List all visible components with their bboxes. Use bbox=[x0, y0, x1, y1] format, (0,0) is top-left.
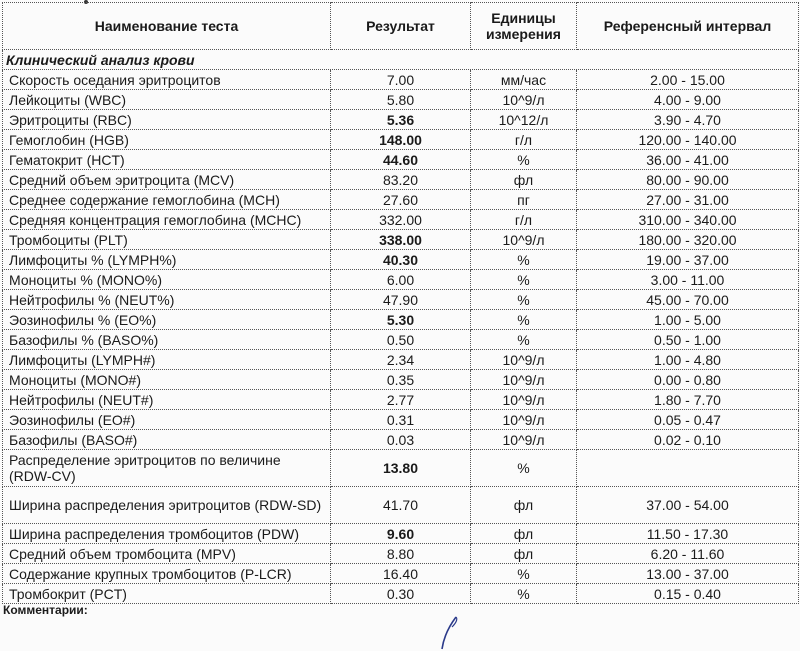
test-name-cell: Средний объем эритроцита (MCV) bbox=[3, 170, 331, 190]
unit-cell: % bbox=[471, 330, 577, 350]
table-row bbox=[3, 410, 799, 430]
unit-cell: фл bbox=[471, 487, 577, 524]
test-name-cell: Тромбокрит (PCT) bbox=[3, 584, 331, 604]
reference-cell: 310.00 - 340.00 bbox=[577, 210, 799, 230]
table-row bbox=[3, 330, 799, 350]
reference-cell: 37.00 - 54.00 bbox=[577, 487, 799, 524]
test-name-cell: Содержание крупных тромбоцитов (P-LCR) bbox=[3, 564, 331, 584]
table-row bbox=[3, 487, 799, 524]
result-cell: 16.40 bbox=[331, 564, 471, 584]
table-row bbox=[3, 110, 799, 130]
table-row bbox=[3, 450, 799, 487]
test-name-cell: Базофилы % (BASO%) bbox=[3, 330, 331, 350]
unit-cell: 10^9/л bbox=[471, 410, 577, 430]
header-result: Результат bbox=[331, 3, 471, 50]
section-row bbox=[3, 50, 799, 70]
reference-cell: 13.00 - 37.00 bbox=[577, 564, 799, 584]
table-row bbox=[3, 350, 799, 370]
reference-cell: 0.15 - 0.40 bbox=[577, 584, 799, 604]
results-table bbox=[2, 2, 799, 604]
result-cell: 8.80 bbox=[331, 544, 471, 564]
test-name-cell: Гематокрит (HCT) bbox=[3, 150, 331, 170]
table-row bbox=[3, 70, 799, 90]
result-cell: 7.00 bbox=[331, 70, 471, 90]
test-name-cell: Скорость оседания эритроцитов bbox=[3, 70, 331, 90]
unit-cell: % bbox=[471, 310, 577, 330]
reference-cell: 11.50 - 17.30 bbox=[577, 524, 799, 544]
result-cell: 13.80 bbox=[331, 450, 471, 487]
unit-cell: % bbox=[471, 290, 577, 310]
section-title: Клинический анализ крови bbox=[3, 50, 799, 70]
table-row bbox=[3, 544, 799, 564]
table-row bbox=[3, 584, 799, 604]
reference-cell: 0.05 - 0.47 bbox=[577, 410, 799, 430]
result-cell: 5.30 bbox=[331, 310, 471, 330]
result-cell: 148.00 bbox=[331, 130, 471, 150]
unit-cell: 10^9/л bbox=[471, 370, 577, 390]
unit-cell: % bbox=[471, 450, 577, 487]
result-cell: 27.60 bbox=[331, 190, 471, 210]
unit-cell: 10^12/л bbox=[471, 110, 577, 130]
unit-cell: 10^9/л bbox=[471, 350, 577, 370]
unit-cell: 10^9/л bbox=[471, 430, 577, 450]
test-name-cell: Средний объем тромбоцита (MPV) bbox=[3, 544, 331, 564]
table-row bbox=[3, 390, 799, 410]
result-cell: 40.30 bbox=[331, 250, 471, 270]
unit-cell: г/л bbox=[471, 210, 577, 230]
result-cell: 0.50 bbox=[331, 330, 471, 350]
unit-cell: 10^9/л bbox=[471, 390, 577, 410]
table-row bbox=[3, 250, 799, 270]
unit-cell: фл bbox=[471, 524, 577, 544]
table-header-row bbox=[3, 3, 799, 50]
header-units: Единицы измерения bbox=[471, 3, 577, 50]
reference-cell: 19.00 - 37.00 bbox=[577, 250, 799, 270]
table-row bbox=[3, 150, 799, 170]
table-row bbox=[3, 564, 799, 584]
result-cell: 9.60 bbox=[331, 524, 471, 544]
unit-cell: % bbox=[471, 250, 577, 270]
result-cell: 332.00 bbox=[331, 210, 471, 230]
result-cell: 5.36 bbox=[331, 110, 471, 130]
test-name-cell: Распределение эритроцитов по величине (RDW-CV) bbox=[3, 450, 331, 487]
unit-cell: фл bbox=[471, 544, 577, 564]
reference-cell: 1.80 - 7.70 bbox=[577, 390, 799, 410]
test-name-cell: Лейкоциты (WBC) bbox=[3, 90, 331, 110]
table-row bbox=[3, 210, 799, 230]
table-row bbox=[3, 524, 799, 544]
table-row bbox=[3, 90, 799, 110]
table-row bbox=[3, 430, 799, 450]
test-name-cell: Средняя концентрация гемоглобина (MCHC) bbox=[3, 210, 331, 230]
unit-cell: % bbox=[471, 584, 577, 604]
test-name-cell: Тромбоциты (PLT) bbox=[3, 230, 331, 250]
test-name-cell: Лимфоциты (LYMPH#) bbox=[3, 350, 331, 370]
result-cell: 0.03 bbox=[331, 430, 471, 450]
table-row bbox=[3, 170, 799, 190]
unit-cell: 10^9/л bbox=[471, 230, 577, 250]
test-name-cell: Нейтрофилы (NEUT#) bbox=[3, 390, 331, 410]
reference-cell: 45.00 - 70.00 bbox=[577, 290, 799, 310]
result-cell: 83.20 bbox=[331, 170, 471, 190]
test-name-cell: Ширина распределения тромбоцитов (PDW) bbox=[3, 524, 331, 544]
reference-cell: 3.00 - 11.00 bbox=[577, 270, 799, 290]
unit-cell: мм/час bbox=[471, 70, 577, 90]
result-cell: 0.35 bbox=[331, 370, 471, 390]
unit-cell: 10^9/л bbox=[471, 90, 577, 110]
test-name-cell: Ширина распределения эритроцитов (RDW-SD) bbox=[3, 487, 331, 524]
unit-cell: фл bbox=[471, 170, 577, 190]
result-cell: 2.77 bbox=[331, 390, 471, 410]
result-cell: 0.30 bbox=[331, 584, 471, 604]
reference-cell: 1.00 - 4.80 bbox=[577, 350, 799, 370]
table-row bbox=[3, 290, 799, 310]
result-cell: 338.00 bbox=[331, 230, 471, 250]
signature-mark bbox=[430, 615, 470, 651]
test-name-cell: Базофилы (BASO#) bbox=[3, 430, 331, 450]
comments-label: Комментарии: bbox=[3, 603, 88, 617]
table-row bbox=[3, 190, 799, 210]
table-row bbox=[3, 310, 799, 330]
result-cell: 47.90 bbox=[331, 290, 471, 310]
reference-cell: 2.00 - 15.00 bbox=[577, 70, 799, 90]
reference-cell: 3.90 - 4.70 bbox=[577, 110, 799, 130]
reference-cell: 0.00 - 0.80 bbox=[577, 370, 799, 390]
reference-cell bbox=[577, 450, 799, 487]
test-name-cell: Эритроциты (RBC) bbox=[3, 110, 331, 130]
table-row bbox=[3, 130, 799, 150]
test-name-cell: Моноциты % (MONO%) bbox=[3, 270, 331, 290]
header-reference: Референсный интервал bbox=[577, 3, 799, 50]
table-row bbox=[3, 230, 799, 250]
result-cell: 44.60 bbox=[331, 150, 471, 170]
unit-cell: % bbox=[471, 270, 577, 290]
result-cell: 2.34 bbox=[331, 350, 471, 370]
reference-cell: 80.00 - 90.00 bbox=[577, 170, 799, 190]
unit-cell: г/л bbox=[471, 130, 577, 150]
result-cell: 6.00 bbox=[331, 270, 471, 290]
reference-cell: 120.00 - 140.00 bbox=[577, 130, 799, 150]
reference-cell: 0.50 - 1.00 bbox=[577, 330, 799, 350]
test-name-cell: Гемоглобин (HGB) bbox=[3, 130, 331, 150]
table-row bbox=[3, 370, 799, 390]
unit-cell: % bbox=[471, 564, 577, 584]
reference-cell: 180.00 - 320.00 bbox=[577, 230, 799, 250]
reference-cell: 4.00 - 9.00 bbox=[577, 90, 799, 110]
test-name-cell: Нейтрофилы % (NEUT%) bbox=[3, 290, 331, 310]
reference-cell: 0.02 - 0.10 bbox=[577, 430, 799, 450]
test-name-cell: Эозинофилы % (EO%) bbox=[3, 310, 331, 330]
test-name-cell: Лимфоциты % (LYMPH%) bbox=[3, 250, 331, 270]
reference-cell: 1.00 - 5.00 bbox=[577, 310, 799, 330]
test-name-cell: Эозинофилы (EO#) bbox=[3, 410, 331, 430]
reference-cell: 27.00 - 31.00 bbox=[577, 190, 799, 210]
result-cell: 0.31 bbox=[331, 410, 471, 430]
result-cell: 41.70 bbox=[331, 487, 471, 524]
reference-cell: 6.20 - 11.60 bbox=[577, 544, 799, 564]
header-test-name: Наименование теста bbox=[3, 3, 331, 50]
test-name-cell: Среднее содержание гемоглобина (MCH) bbox=[3, 190, 331, 210]
unit-cell: пг bbox=[471, 190, 577, 210]
unit-cell: % bbox=[471, 150, 577, 170]
result-cell: 5.80 bbox=[331, 90, 471, 110]
table-row bbox=[3, 270, 799, 290]
reference-cell: 36.00 - 41.00 bbox=[577, 150, 799, 170]
test-name-cell: Моноциты (MONO#) bbox=[3, 370, 331, 390]
